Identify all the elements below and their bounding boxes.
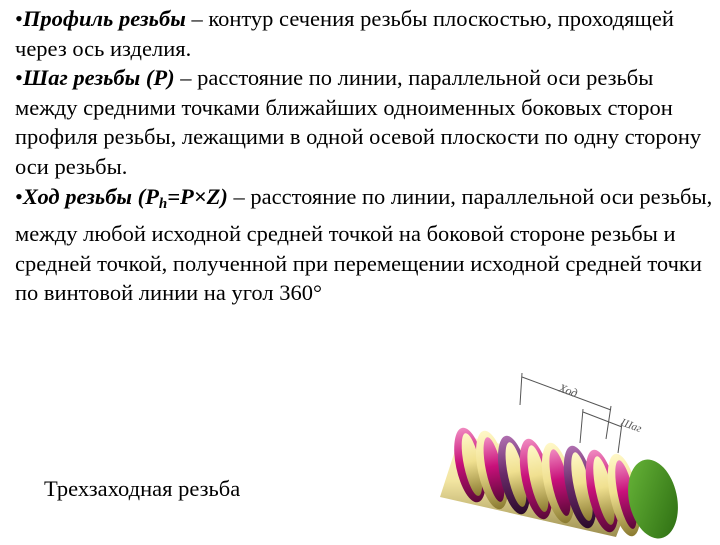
bullet: • (15, 6, 23, 31)
bullet: • (15, 65, 23, 91)
definition-thread-pitch (15, 63, 715, 181)
definition-text: – расстояние по линии, параллельной оси резьбы между средними точками ближайших одноименных боковых сторон профиля резьбы, лежащими в одной осевой плоскости по одну сторону оси резьбы. (15, 65, 702, 179)
term-thread-profile: Профиль резьбы (22, 6, 186, 31)
term-thread-pitch: Шаг резьбы (P) (22, 65, 175, 91)
definition-thread-profile (15, 4, 715, 63)
figure-caption: Трехзаходная резьба (44, 476, 241, 501)
term-subscript: h (158, 195, 168, 212)
thread-illustration (440, 365, 680, 540)
term-thread-lead-end: =P×Z) (167, 183, 228, 209)
bullet: • (15, 183, 23, 209)
pitch-dimension-label: Шаг (618, 416, 644, 436)
three-start-thread-figure (440, 365, 680, 540)
term-thread-lead-start: Ход резьбы (P (22, 183, 159, 209)
thread-rings (448, 425, 646, 539)
lead-dimension-label: Ход (556, 380, 580, 401)
definitions-text (15, 4, 715, 308)
definition-text: – расстояние по линии, параллельной оси резьбы, между любой исходной средней точкой на боковой стороне резьбы и средней точкой, полученной при перемещении исходной средней точки по винтовой линии на угол 360° (15, 183, 713, 306)
definition-text: – контур сечения резьбы плоскостью, проходящей через ось изделия. (15, 6, 674, 61)
definition-thread-lead (15, 182, 715, 308)
